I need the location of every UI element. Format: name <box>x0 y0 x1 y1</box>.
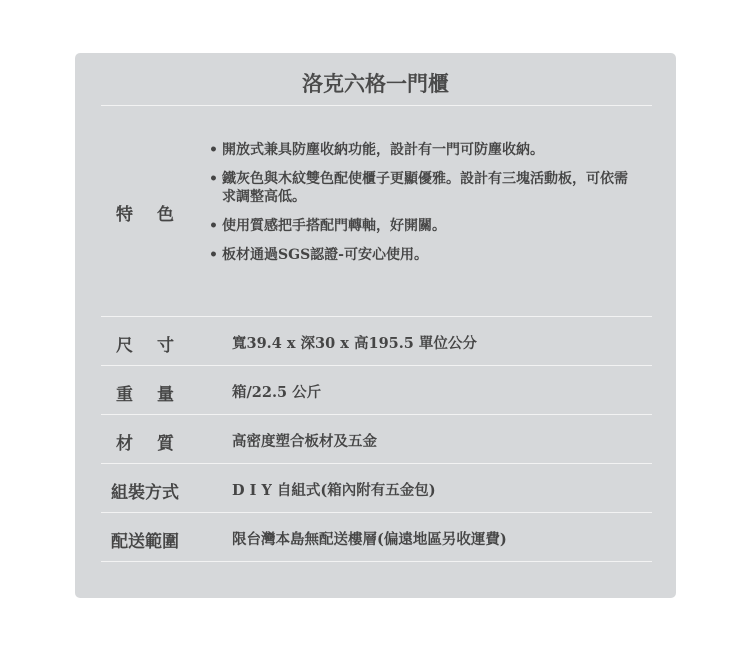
feature-text: 開放式兼具防塵收納功能，設計有一門可防塵收納。 <box>222 142 544 158</box>
feature-item <box>209 170 639 206</box>
material-label: 材質 <box>116 434 198 454</box>
delivery-value: 限台灣本島無配送樓層(偏遠地區另收運費) <box>232 531 507 548</box>
divider <box>101 463 652 464</box>
product-title: 洛克六格一門櫃 <box>302 71 449 96</box>
bullet-icon: • <box>209 171 218 187</box>
feature-text: 使用質感把手搭配門轉軸，好開關。 <box>222 218 446 234</box>
bullet-icon: • <box>209 247 218 263</box>
divider <box>101 316 652 317</box>
feature-item <box>209 246 639 264</box>
delivery-label: 配送範圍 <box>111 532 179 552</box>
weight-value: 箱/22.5 公斤 <box>232 384 322 401</box>
features-label: 特色 <box>116 205 198 225</box>
assembly-value: D I Y 自組式(箱內附有五金包) <box>232 482 436 499</box>
divider <box>101 414 652 415</box>
divider <box>101 365 652 366</box>
feature-item <box>209 217 639 235</box>
feature-text: 板材通過SGS認證-可安心使用。 <box>222 247 428 263</box>
size-value: 寬39.4 x 深30 x 高195.5 單位公分 <box>232 335 477 352</box>
assembly-label: 組裝方式 <box>111 483 179 503</box>
divider <box>101 512 652 513</box>
divider <box>101 105 652 106</box>
bullet-icon: • <box>209 142 218 158</box>
feature-text: 鐵灰色與木紋雙色配使櫃子更顯優雅。設計有三塊活動板，可依需求調整高低。 <box>222 171 628 205</box>
product-spec-card <box>75 53 676 598</box>
features-list <box>209 141 639 275</box>
size-label: 尺寸 <box>116 336 198 356</box>
divider <box>101 561 652 562</box>
weight-label: 重量 <box>116 385 198 405</box>
feature-item <box>209 141 639 159</box>
bullet-icon: • <box>209 218 218 234</box>
material-value: 高密度塑合板材及五金 <box>232 433 377 450</box>
